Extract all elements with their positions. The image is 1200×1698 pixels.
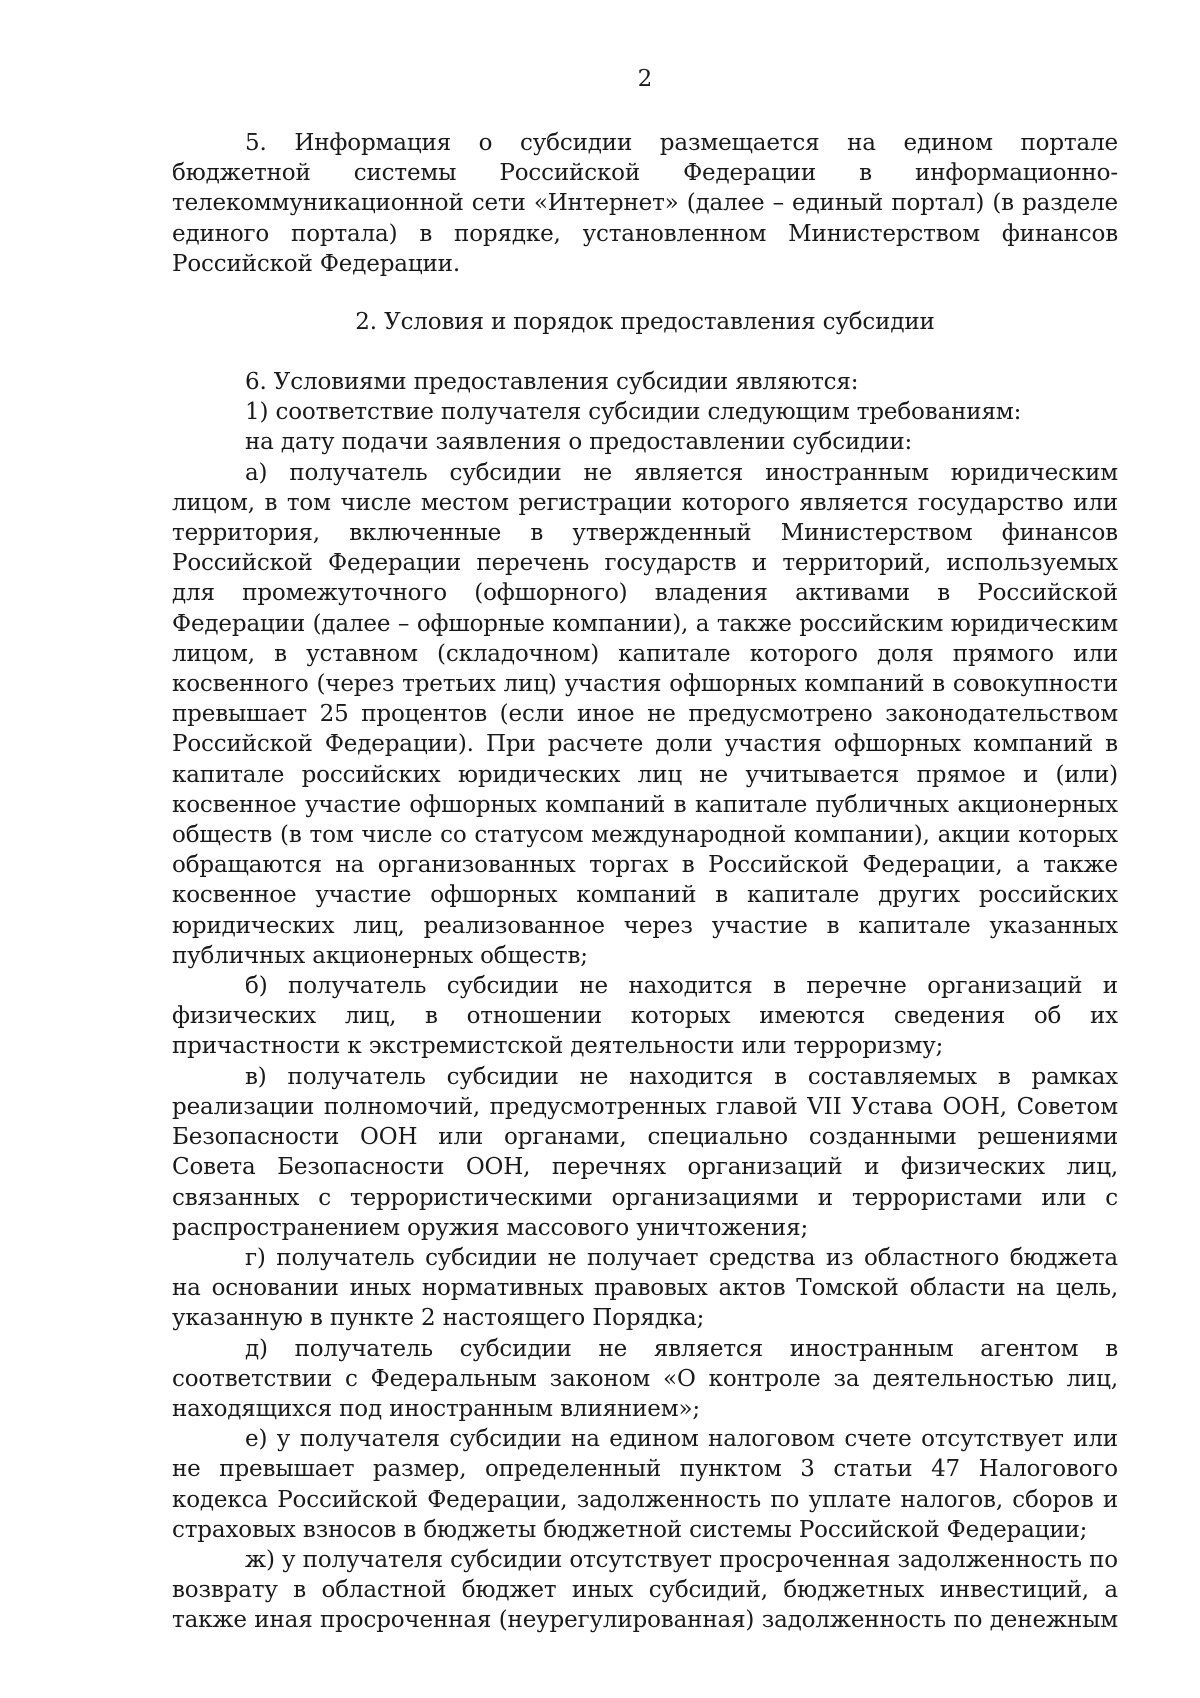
document-page: [172, 64, 1118, 1664]
paragraph-e: е) у получателя субсидии на едином налоговом счете отсутствует или не превышает размер, определенный пунктом 3 статьи 47 Налогового кодекса Российской Федерации, задолженность по уплате налогов, сборов и страховых взносов в бюджеты бюджетной системы Российской Федерации;: [172, 1426, 1118, 1543]
paragraph-date: на дату подачи заявления о предоставлении субсидии:: [245, 429, 913, 456]
paragraph-zh: ж) у получателя субсидии отсутствует просроченная задолженность по возврату в областной бюджет иных субсидий, бюджетных инвестиций, а также иная просроченная (неурегулированная) задолженность по денежным: [172, 1546, 1118, 1634]
paragraph-d: д) получатель субсидии не является иностранным агентом в соответствии с Федеральным законом «О контроле за деятельностью лиц, находящихся под иностранным влиянием»;: [172, 1335, 1118, 1422]
section-heading: 2. Условия и порядок предоставления субсидии: [355, 309, 935, 336]
paragraph-5: 5. Информация о субсидии размещается на едином портале бюджетной системы Российской Федерации в информационно-телекоммуникационной сети «Интернет» (далее – единый портал) (в разделе единого портала) в порядке, установленном Министерством финансов Российской Федерации.: [172, 130, 1118, 277]
paragraph-g: г) получатель субсидии не получает средства из областного бюджета на основании иных нормативных правовых актов Томской области на цель, указанную в пункте 2 настоящего Порядка;: [172, 1244, 1118, 1332]
paragraph-b: б) получатель субсидии не находится в перечне организаций и физических лиц, в отношении которых имеются сведения об их причастности к экстремистской деятельности или терроризму;: [172, 973, 1118, 1060]
paragraph-6: 6. Условиями предоставления субсидии являются:: [245, 369, 859, 396]
paragraph-v: в) получатель субсидии не находится в составляемых в рамках реализации полномочий, предусмотренных главой VII Устава ООН, Советом Безопасности ООН или органами, специально созданными решениями Совета Безопасности ООН, перечнях организаций и физических лиц, связанных с террористическими организациями и террористами или с распространением оружия массового уничтожения;: [172, 1063, 1118, 1241]
page-number: 2: [637, 66, 653, 92]
paragraph-a: а) получатель субсидии не является иностранным юридическим лицом, в том числе местом регистрации которого является государство или территория, включенные в утвержденный Министерством финансов Российской Федерации перечень государств и территорий, используемых для промежуточного (офшорного) владения активами в Российской Федерации (далее – офшорные компании), а также российским юридическим лицом, в уставном (складочном) капитале которого доля прямого или косвенного (через третьих лиц) участия офшорных компаний в совокупности превышает 25 процентов (если иное не предусмотрено законодательством Российской Федерации). При расчете доли участия офшорных компаний в капитале российских юридических лиц не учитывается прямое и (или) косвенное участие офшорных компаний в капитале публичных акционерных обществ (в том числе со статусом международной компании), акции которых обращаются на организованных торгах в Российской Федерации, а также косвенное участие офшорных компаний в капитале других российских юридических лиц, реализованное через участие в капитале указанных публичных акционерных обществ;: [172, 459, 1118, 969]
paragraph-6-1: 1) соответствие получателя субсидии следующим требованиям:: [245, 399, 1022, 426]
